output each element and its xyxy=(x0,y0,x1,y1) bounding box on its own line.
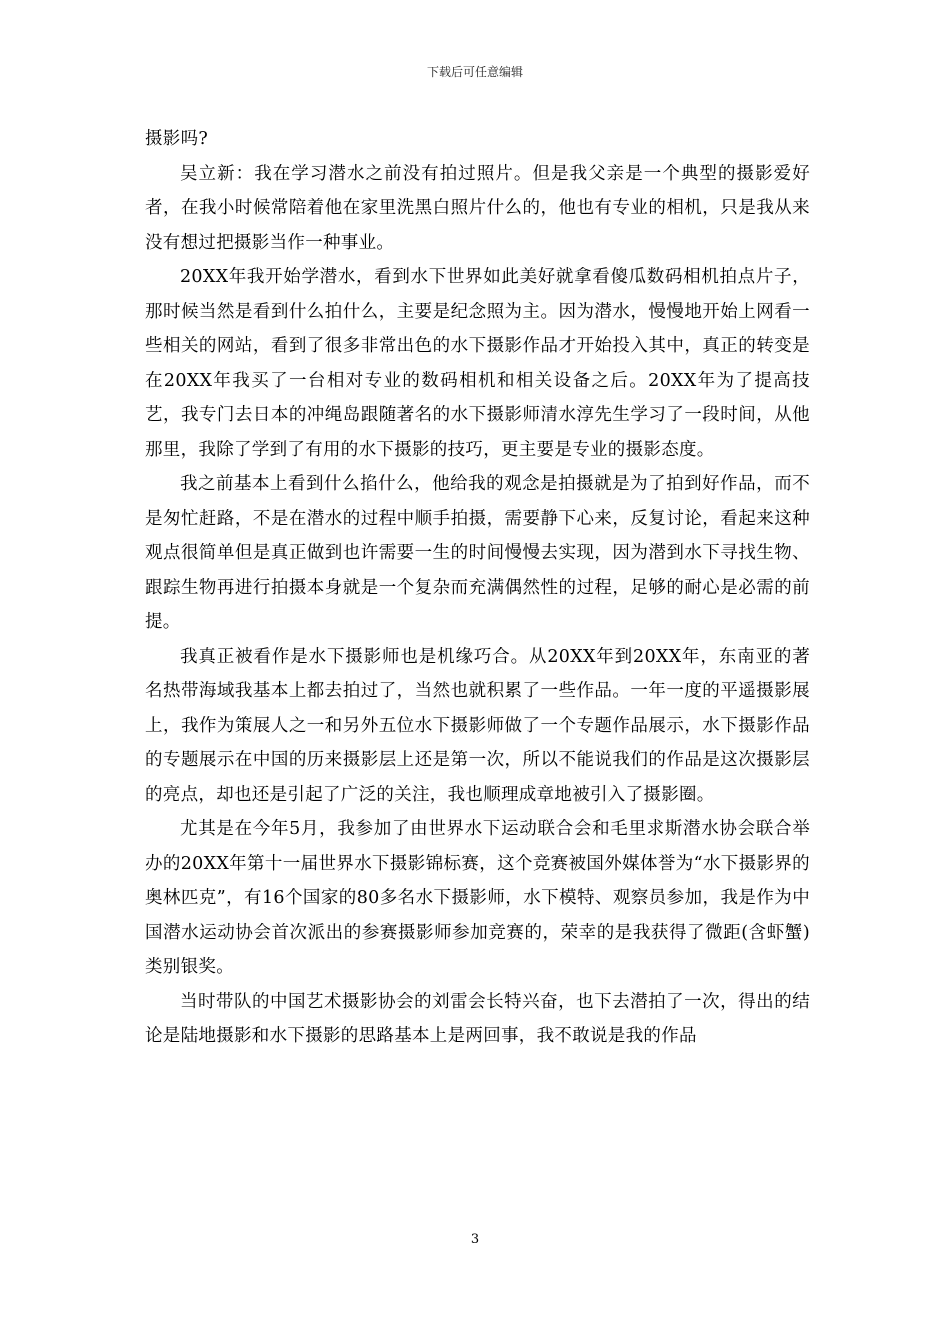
page-number: 3 xyxy=(470,1232,480,1247)
paragraph: 我真正被看作是水下摄影师也是机缘巧合。从20XX年到20XX年，东南亚的著名热带海域我基本上都去拍过了，当然也就积累了一些作品。一年一度的平遥摄影展上，我作为策展人之一和另外五位水下摄影师做了一个专题作品展示，水下摄影作品的专题展示在中国的历来摄影层上还是第一次，所以不能说我们的作品是这次摄影层的亮点，却也还是引起了广泛的关注，我也顺理成章地被引入了摄影圈。 xyxy=(145,646,810,805)
paragraph: 尤其是在今年5月，我参加了由世界水下运动联合会和毛里求斯潜水协会联合举办的20XX年第十一届世界水下摄影锦标赛，这个竞赛被国外媒体誉为“水下摄影界的奥林匹克”，有16个国家的80多名水下摄影师，水下模特、观察员参加，我是作为中国潜水运动协会首次派出的参赛摄影师参加竞赛的，荣幸的是我获得了微距(含虾蟹)类别银奖。 xyxy=(145,819,810,977)
page-header: 下载后可任意编辑 xyxy=(426,65,523,79)
document-body xyxy=(145,122,810,1054)
paragraph: 20XX年我开始学潜水，看到水下世界如此美好就拿看傻瓜数码相机拍点片子，那时候当然是看到什么拍什么，主要是纪念照为主。因为潜水，慢慢地开始上网看一些相关的网站，看到了很多非常出色的水下摄影作品才开始投入其中，真正的转变是在20XX年我买了一台相对专业的数码相机和相关设备之后。20XX年为了提高技艺，我专门去日本的冲绳岛跟随著名的水下摄影师清水淳先生学习了一段时间，从他那里，我除了学到了有用的水下摄影的技巧，更主要是专业的摄影态度。 xyxy=(145,267,810,460)
paragraph: 摄影吗? xyxy=(145,129,209,149)
paragraph: 我之前基本上看到什么掐什么，他给我的观念是拍摄就是为了拍到好作品，而不是匆忙赶路，不是在潜水的过程中顺手拍摄，需要静下心来，反复讨论，看起来这种观点很简单但是真正做到也许需要一生的时间慢慢去实现，因为潜到水下寻找生物、跟踪生物再进行拍摄本身就是一个复杂而充满偶然性的过程，足够的耐心是必需的前提。 xyxy=(145,474,810,632)
paragraph: 当时带队的中国艺术摄影协会的刘雷会长特兴奋，也下去潜拍了一次，得出的结论是陆地摄影和水下摄影的思路基本上是两回事，我不敢说是我的作品 xyxy=(145,991,810,1046)
paragraph: 吴立新：我在学习潜水之前没有拍过照片。但是我父亲是一个典型的摄影爱好者，在我小时候常陪着他在家里洗黑白照片什么的，他也有专业的相机，只是我从来没有想过把摄影当作一种事业。 xyxy=(145,163,810,253)
